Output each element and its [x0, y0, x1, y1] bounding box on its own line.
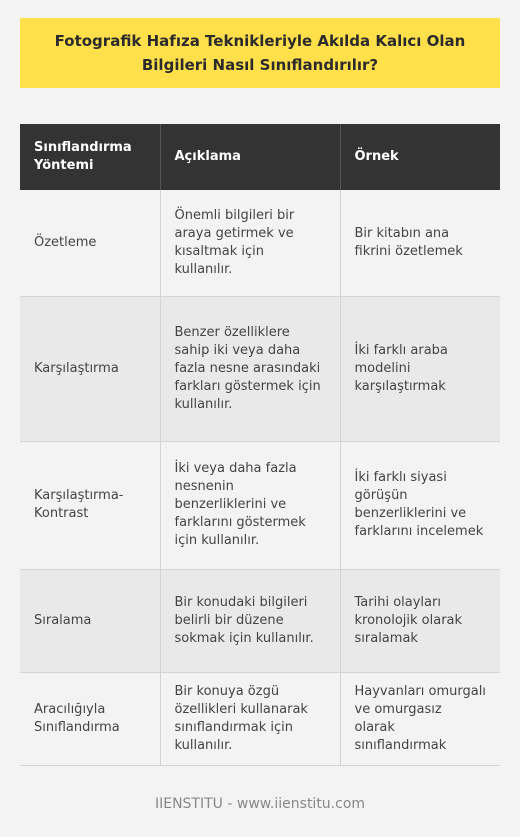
- cell-description: İki veya daha fazla nesnenin benzerliklerini ve farklarını göstermek için kullanılır.: [160, 441, 340, 569]
- table-header-row: [20, 124, 500, 190]
- cell-example: Hayvanları omurgalı ve omurgasız olarak sınıflandırmak: [340, 672, 500, 765]
- table-row: [20, 672, 500, 765]
- cell-example: Tarihi olayları kronolojik olarak sıralamak: [340, 569, 500, 672]
- table-row: [20, 296, 500, 441]
- classification-table: [20, 124, 500, 766]
- cell-description: Benzer özelliklere sahip iki veya daha fazla nesne arasındaki farkları göstermek için kullanılır.: [160, 296, 340, 441]
- cell-method: Karşılaştırma: [20, 296, 160, 441]
- table-row: [20, 190, 500, 296]
- page-title: Fotografik Hafıza Teknikleriyle Akılda Kalıcı Olan Bilgileri Nasıl Sınıflandırılır?: [54, 32, 466, 74]
- footer-credit: IIENSTITU - www.iienstitu.com: [154, 796, 366, 812]
- column-header-method: Sınıflandırma Yöntemi: [20, 124, 160, 190]
- table-row: [20, 441, 500, 569]
- cell-description: Bir konuya özgü özellikleri kullanarak sınıflandırmak için kullanılır.: [160, 672, 340, 765]
- cell-method: Özetleme: [20, 190, 160, 296]
- column-header-description: Açıklama: [160, 124, 340, 190]
- cell-example: İki farklı araba modelini karşılaştırmak: [340, 296, 500, 441]
- title-banner: [20, 18, 500, 88]
- cell-description: Önemli bilgileri bir araya getirmek ve kısaltmak için kullanılır.: [160, 190, 340, 296]
- cell-method: Sıralama: [20, 569, 160, 672]
- cell-method: Karşılaştırma-Kontrast: [20, 441, 160, 569]
- cell-description: Bir konudaki bilgileri belirli bir düzene sokmak için kullanılır.: [160, 569, 340, 672]
- cell-example: Bir kitabın ana fikrini özetlemek: [340, 190, 500, 296]
- table-row: [20, 569, 500, 672]
- cell-example: İki farklı siyasi görüşün benzerliklerini ve farklarını incelemek: [340, 441, 500, 569]
- column-header-example: Örnek: [340, 124, 500, 190]
- cell-method: Aracılığıyla Sınıflandırma: [20, 672, 160, 765]
